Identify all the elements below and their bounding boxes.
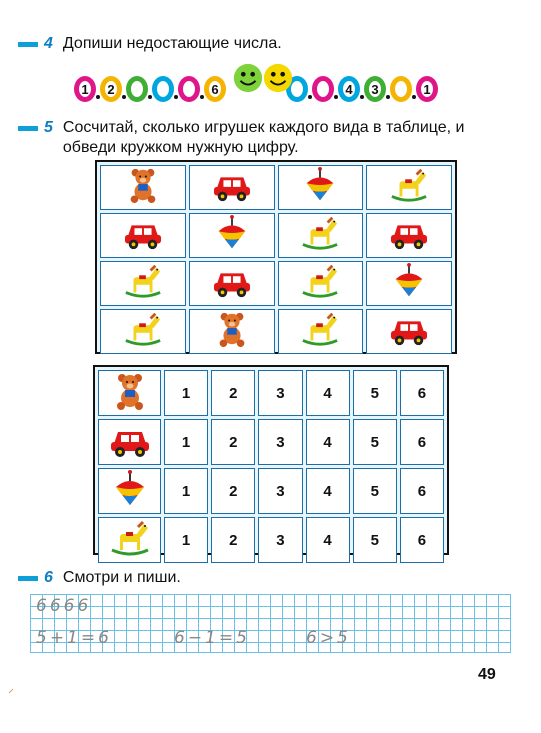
toy-cell xyxy=(278,165,364,210)
handwriting-comparison: 6>5 xyxy=(306,628,351,648)
handwriting-equation-1: 5+1=6 xyxy=(36,628,112,648)
rocking-horse-icon xyxy=(121,310,165,353)
rocking-horse-icon xyxy=(298,310,342,353)
count-option[interactable]: 3 xyxy=(258,419,302,465)
count-option[interactable]: 6 xyxy=(400,517,444,563)
count-option[interactable]: 6 xyxy=(400,370,444,416)
spinning-top-icon xyxy=(210,214,254,257)
caterpillar-ring: 1 xyxy=(416,76,438,102)
caterpillar-ring xyxy=(312,76,334,102)
toy-cell xyxy=(278,261,364,306)
toy-cell xyxy=(189,261,275,306)
task-number: 4 xyxy=(44,35,53,52)
count-option[interactable]: 4 xyxy=(306,517,350,563)
caterpillar-ring xyxy=(126,76,148,102)
caterpillar-ring: 3 xyxy=(364,76,386,102)
blank-dot xyxy=(360,95,364,99)
teddy-bear-icon xyxy=(210,310,254,353)
toy-cell xyxy=(278,213,364,258)
task-5 xyxy=(18,118,464,158)
count-option[interactable]: 5 xyxy=(353,517,397,563)
car-icon xyxy=(107,420,153,464)
count-option[interactable]: 3 xyxy=(258,468,302,514)
smiley-face-icon xyxy=(232,62,264,94)
count-option[interactable]: 4 xyxy=(306,370,350,416)
teddy-bear-icon xyxy=(107,371,153,415)
handwriting-line-1: 6666 xyxy=(36,596,92,616)
caterpillar-ring: 4 xyxy=(338,76,360,102)
row-toy-cell xyxy=(98,517,161,563)
caterpillar-ring xyxy=(152,76,174,102)
toy-cell xyxy=(366,261,452,306)
car-icon xyxy=(387,310,431,353)
toy-cell xyxy=(189,309,275,354)
spinning-top-icon xyxy=(107,469,153,513)
task-marker xyxy=(18,576,38,581)
toy-cell xyxy=(366,213,452,258)
toy-cell xyxy=(100,213,186,258)
blank-dot xyxy=(308,95,312,99)
toy-cell xyxy=(100,165,186,210)
blank-dot xyxy=(200,95,204,99)
caterpillar-ring xyxy=(178,76,200,102)
count-option[interactable]: 5 xyxy=(353,468,397,514)
count-option[interactable]: 4 xyxy=(306,419,350,465)
task-instruction-line1: Сосчитай, сколько игрушек каждого вида в таблице, и xyxy=(62,119,465,136)
toy-cell xyxy=(366,309,452,354)
blank-dot xyxy=(386,95,390,99)
blank-dot xyxy=(122,95,126,99)
teddy-bear-icon xyxy=(121,166,165,209)
car-icon xyxy=(210,166,254,209)
toy-cell xyxy=(189,213,275,258)
count-option[interactable]: 2 xyxy=(211,517,255,563)
task-4 xyxy=(18,34,282,54)
blank-dot xyxy=(412,95,416,99)
car-icon xyxy=(121,214,165,257)
caterpillar-ring: 1 xyxy=(74,76,96,102)
count-option[interactable]: 5 xyxy=(353,370,397,416)
task-marker xyxy=(18,42,38,47)
row-toy-cell xyxy=(98,419,161,465)
count-option[interactable]: 5 xyxy=(353,419,397,465)
count-option[interactable]: 3 xyxy=(258,370,302,416)
rocking-horse-icon xyxy=(107,518,153,562)
toy-cell xyxy=(100,261,186,306)
spinning-top-icon xyxy=(298,166,342,209)
stray-mark xyxy=(8,688,14,694)
caterpillar-ring: 2 xyxy=(100,76,122,102)
count-option[interactable]: 2 xyxy=(211,370,255,416)
number-caterpillar xyxy=(74,62,464,108)
car-icon xyxy=(210,262,254,305)
count-option[interactable]: 2 xyxy=(211,468,255,514)
count-option[interactable]: 6 xyxy=(400,419,444,465)
count-option[interactable]: 3 xyxy=(258,517,302,563)
count-option[interactable]: 6 xyxy=(400,468,444,514)
task-instruction-line2: обведи кружком нужную цифру. xyxy=(62,139,299,156)
task-6 xyxy=(18,568,181,588)
rocking-horse-icon xyxy=(298,262,342,305)
rocking-horse-icon xyxy=(298,214,342,257)
caterpillar-ring xyxy=(390,76,412,102)
spinning-top-icon xyxy=(387,262,431,305)
task-marker xyxy=(18,126,38,131)
handwriting-equation-2: 6−1=5 xyxy=(174,628,250,648)
task-instruction: Допиши недостающие числа. xyxy=(62,35,282,52)
task-number: 6 xyxy=(44,569,53,586)
smiley-face-icon xyxy=(262,62,294,94)
toy-picture-grid xyxy=(95,160,457,354)
count-option[interactable]: 1 xyxy=(164,468,208,514)
page-number: 49 xyxy=(478,666,496,683)
blank-dot xyxy=(174,95,178,99)
row-toy-cell xyxy=(98,370,161,416)
caterpillar-ring: 6 xyxy=(204,76,226,102)
count-option[interactable]: 4 xyxy=(306,468,350,514)
blank-dot xyxy=(148,95,152,99)
car-icon xyxy=(387,214,431,257)
toy-cell xyxy=(100,309,186,354)
blank-dot xyxy=(96,95,100,99)
handwriting-grid[interactable] xyxy=(30,594,511,653)
rocking-horse-icon xyxy=(121,262,165,305)
count-answer-table xyxy=(93,365,449,555)
count-option[interactable]: 1 xyxy=(164,419,208,465)
count-option[interactable]: 1 xyxy=(164,370,208,416)
toy-cell xyxy=(278,309,364,354)
row-toy-cell xyxy=(98,468,161,514)
count-option[interactable]: 2 xyxy=(211,419,255,465)
rocking-horse-icon xyxy=(387,166,431,209)
toy-cell xyxy=(366,165,452,210)
task-instruction: Смотри и пиши. xyxy=(62,569,181,586)
count-option[interactable]: 1 xyxy=(164,517,208,563)
toy-cell xyxy=(189,165,275,210)
task-number: 5 xyxy=(44,119,53,136)
blank-dot xyxy=(334,95,338,99)
